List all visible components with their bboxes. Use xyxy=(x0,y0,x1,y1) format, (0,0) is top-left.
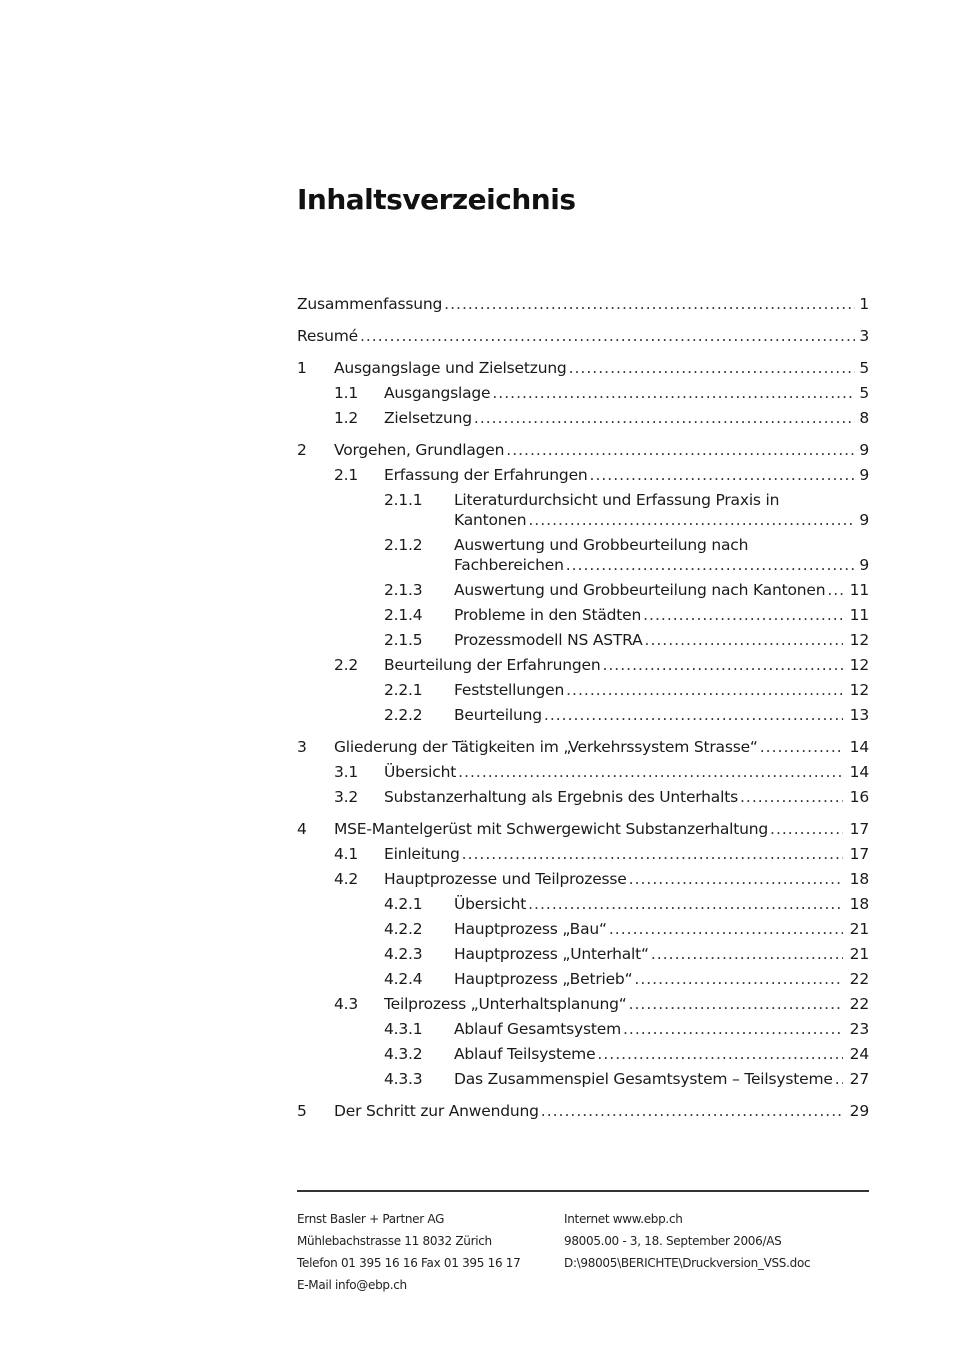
toc-entry-page: 27 xyxy=(849,1070,869,1088)
dot-leader xyxy=(492,383,855,403)
toc-entry[interactable] xyxy=(297,580,869,600)
dot-leader xyxy=(634,969,843,989)
toc-entry-title: Substanzerhaltung als Ergebnis des Unterhalts xyxy=(384,788,738,806)
toc-entry-title: Vorgehen, Grundlagen xyxy=(334,441,505,459)
toc-entry-page: 13 xyxy=(849,706,869,724)
toc-entry-number: 2.2.1 xyxy=(384,681,423,699)
toc-entry[interactable] xyxy=(297,819,869,839)
toc-entry-page: 18 xyxy=(849,895,869,913)
toc-entry-title: Gliederung der Tätigkeiten im „Verkehrssystem Strasse“ xyxy=(334,738,758,756)
toc-entry[interactable] xyxy=(297,1044,869,1064)
toc-entry-title: Resumé xyxy=(297,327,358,345)
toc-entry-page: 11 xyxy=(849,581,869,599)
dot-leader xyxy=(474,408,855,428)
toc-entry-page: 24 xyxy=(849,1045,869,1063)
dot-leader xyxy=(360,326,855,346)
toc-entry[interactable] xyxy=(297,844,869,864)
footer-line: E-Mail info@ebp.ch xyxy=(297,1278,407,1292)
dot-leader xyxy=(597,1044,843,1064)
toc-entry[interactable] xyxy=(297,1101,869,1121)
dot-leader xyxy=(827,580,843,600)
toc-entry-number: 3.1 xyxy=(334,763,359,781)
toc-entry-title: Auswertung und Grobbeurteilung nach Kantonen xyxy=(454,581,826,599)
toc-entry-number: 2 xyxy=(297,441,307,459)
toc-entry[interactable] xyxy=(297,680,869,700)
toc-entry-number: 4.2.3 xyxy=(384,945,423,963)
toc-entry-number: 2.1 xyxy=(334,466,359,484)
footer-line: Mühlebachstrasse 11 8032 Zürich xyxy=(297,1234,492,1248)
toc-entry[interactable] xyxy=(297,762,869,782)
toc-entry-title: Auswertung und Grobbeurteilung nach xyxy=(454,536,749,554)
dot-leader xyxy=(770,819,843,839)
footer-line: D:\98005\BERICHTE\Druckversion_VSS.doc xyxy=(564,1256,811,1270)
toc-entry-number: 4.3 xyxy=(334,995,359,1013)
toc-entry-number: 2.1.5 xyxy=(384,631,423,649)
toc-entry-title-continued: Kantonen xyxy=(454,511,527,529)
toc-entry[interactable] xyxy=(297,383,869,403)
toc-entry-title: Hauptprozesse und Teilprozesse xyxy=(384,870,627,888)
toc-entry-title: Beurteilung xyxy=(454,706,542,724)
toc-entry-title: Ausgangslage xyxy=(384,384,491,402)
toc-entry-title: Hauptprozess „Bau“ xyxy=(454,920,607,938)
toc-entry-page: 22 xyxy=(849,995,869,1013)
dot-leader xyxy=(528,510,855,530)
toc-entry-title: Probleme in den Städten xyxy=(454,606,642,624)
toc-entry[interactable] xyxy=(297,1069,869,1089)
toc-entry[interactable] xyxy=(297,1019,869,1039)
dot-leader xyxy=(506,440,855,460)
toc-entry[interactable] xyxy=(297,465,869,485)
toc-entry-number: 1 xyxy=(297,359,307,377)
toc-entry-title: MSE-Mantelgerüst mit Schwergewicht Substanzerhaltung xyxy=(334,820,769,838)
toc-entry-page: 17 xyxy=(849,845,869,863)
dot-leader xyxy=(462,844,843,864)
toc-entry-page: 14 xyxy=(849,738,869,756)
toc-entry-page: 21 xyxy=(849,920,869,938)
toc-entry-number: 3 xyxy=(297,738,307,756)
dot-leader xyxy=(760,737,843,757)
toc-entry[interactable] xyxy=(297,919,869,939)
toc-entry-title: Ausgangslage und Zielsetzung xyxy=(334,359,567,377)
toc-entry-number: 2.1.3 xyxy=(384,581,423,599)
toc-entry-number: 2.2.2 xyxy=(384,706,423,724)
toc-entry-number: 2.1.1 xyxy=(384,491,423,509)
toc-entry-page: 29 xyxy=(849,1102,869,1120)
toc-entry-number: 2.1.4 xyxy=(384,606,423,624)
toc-entry-number: 4.1 xyxy=(334,845,359,863)
toc-entry-title: Literaturdurchsicht und Erfassung Praxis in xyxy=(454,491,780,509)
toc-entry-page: 12 xyxy=(849,631,869,649)
dot-leader xyxy=(609,919,843,939)
toc-entry-title: Übersicht xyxy=(454,895,527,913)
toc-entry[interactable] xyxy=(297,869,869,889)
toc-entry[interactable] xyxy=(297,894,869,914)
dot-leader xyxy=(541,1101,843,1121)
toc-entry-page: 12 xyxy=(849,656,869,674)
toc-entry-page: 18 xyxy=(849,870,869,888)
toc-entry-page: 5 xyxy=(859,359,869,377)
dot-leader xyxy=(643,605,843,625)
toc-entry[interactable] xyxy=(297,440,869,460)
toc-entry-number: 4.2.2 xyxy=(384,920,423,938)
dot-leader xyxy=(590,465,855,485)
dot-leader xyxy=(458,762,843,782)
dot-leader xyxy=(651,944,843,964)
toc-entry-title: Erfassung der Erfahrungen xyxy=(384,466,588,484)
toc-entry-title: Zusammenfassung xyxy=(297,295,443,313)
toc-entry-number: 1.1 xyxy=(334,384,359,402)
toc-entry-page: 22 xyxy=(849,970,869,988)
toc-entry-number: 2.1.2 xyxy=(384,536,423,554)
toc-entry-page: 21 xyxy=(849,945,869,963)
toc-entry-title: Prozessmodell NS ASTRA xyxy=(454,631,643,649)
toc-entry-page: 9 xyxy=(859,466,869,484)
toc-entry-title: Ablauf Gesamtsystem xyxy=(454,1020,621,1038)
footer-document-info xyxy=(564,1208,810,1274)
toc-entry-title: Das Zusammenspiel Gesamtsystem – Teilsysteme xyxy=(454,1070,833,1088)
toc-entry[interactable] xyxy=(297,944,869,964)
toc-entry[interactable] xyxy=(297,787,869,807)
toc-entry[interactable] xyxy=(297,535,869,575)
footer-line: Internet www.ebp.ch xyxy=(564,1212,683,1226)
toc-entry[interactable] xyxy=(297,358,869,378)
dot-leader xyxy=(623,1019,843,1039)
dot-leader xyxy=(602,655,843,675)
toc-entry-page: 1 xyxy=(859,295,869,313)
toc-entry-number: 4.2 xyxy=(334,870,359,888)
toc-entry-title: Ablauf Teilsysteme xyxy=(454,1045,596,1063)
dot-leader xyxy=(528,894,843,914)
table-of-contents xyxy=(297,294,869,1121)
toc-entry-page: 23 xyxy=(849,1020,869,1038)
toc-entry[interactable] xyxy=(297,490,869,530)
toc-entry-number: 4.2.4 xyxy=(384,970,423,988)
toc-entry[interactable] xyxy=(297,705,869,725)
toc-entry-title: Hauptprozess „Betrieb“ xyxy=(454,970,633,988)
toc-entry-title: Übersicht xyxy=(384,763,457,781)
toc-entry[interactable] xyxy=(297,294,869,314)
toc-entry-page: 3 xyxy=(859,327,869,345)
toc-entry-number: 2.2 xyxy=(334,656,359,674)
footer-line: 98005.00 - 3, 18. September 2006/AS xyxy=(564,1234,782,1248)
footer-line: Ernst Basler + Partner AG xyxy=(297,1212,445,1226)
toc-entry-number: 5 xyxy=(297,1102,307,1120)
toc-entry[interactable] xyxy=(297,655,869,675)
toc-entry-page: 9 xyxy=(859,556,869,574)
dot-leader xyxy=(645,630,843,650)
toc-entry-page: 12 xyxy=(849,681,869,699)
toc-entry-page: 9 xyxy=(859,511,869,529)
toc-entry-page: 9 xyxy=(859,441,869,459)
dot-leader xyxy=(835,1069,843,1089)
dot-leader xyxy=(566,680,843,700)
toc-entry-title: Der Schritt zur Anwendung xyxy=(334,1102,539,1120)
dot-leader xyxy=(569,358,855,378)
toc-entry-number: 4 xyxy=(297,820,307,838)
toc-entry-title: Zielsetzung xyxy=(384,409,472,427)
toc-entry-title: Beurteilung der Erfahrungen xyxy=(384,656,601,674)
dot-leader xyxy=(629,869,843,889)
toc-entry[interactable] xyxy=(297,326,869,346)
toc-entry-number: 4.3.1 xyxy=(384,1020,423,1038)
dot-leader xyxy=(444,294,855,314)
footer-divider xyxy=(297,1190,869,1192)
toc-entry[interactable] xyxy=(297,630,869,650)
toc-entry-title: Einleitung xyxy=(384,845,460,863)
toc-entry-title-continued: Fachbereichen xyxy=(454,556,564,574)
toc-entry[interactable] xyxy=(297,969,869,989)
toc-entry-title: Hauptprozess „Unterhalt“ xyxy=(454,945,649,963)
toc-entry-page: 11 xyxy=(849,606,869,624)
dot-leader xyxy=(629,994,843,1014)
toc-entry-number: 4.3.3 xyxy=(384,1070,423,1088)
toc-entry-page: 16 xyxy=(849,788,869,806)
toc-entry-title: Feststellungen xyxy=(454,681,565,699)
toc-entry[interactable] xyxy=(297,408,869,428)
toc-entry-number: 3.2 xyxy=(334,788,359,806)
toc-entry-title: Teilprozess „Unterhaltsplanung“ xyxy=(384,995,627,1013)
footer-address xyxy=(297,1208,520,1296)
toc-entry-page: 5 xyxy=(859,384,869,402)
toc-entry-number: 1.2 xyxy=(334,409,359,427)
dot-leader xyxy=(566,555,855,575)
toc-entry-number: 4.2.1 xyxy=(384,895,423,913)
toc-entry[interactable] xyxy=(297,737,869,757)
toc-entry[interactable] xyxy=(297,994,869,1014)
toc-entry-page: 8 xyxy=(859,409,869,427)
dot-leader xyxy=(544,705,843,725)
toc-entry-page: 17 xyxy=(849,820,869,838)
toc-entry-number: 4.3.2 xyxy=(384,1045,423,1063)
footer-line: Telefon 01 395 16 16 Fax 01 395 16 17 xyxy=(297,1256,521,1270)
page-title: Inhaltsverzeichnis xyxy=(297,183,576,216)
toc-entry[interactable] xyxy=(297,605,869,625)
dot-leader xyxy=(740,787,843,807)
toc-entry-page: 14 xyxy=(849,763,869,781)
